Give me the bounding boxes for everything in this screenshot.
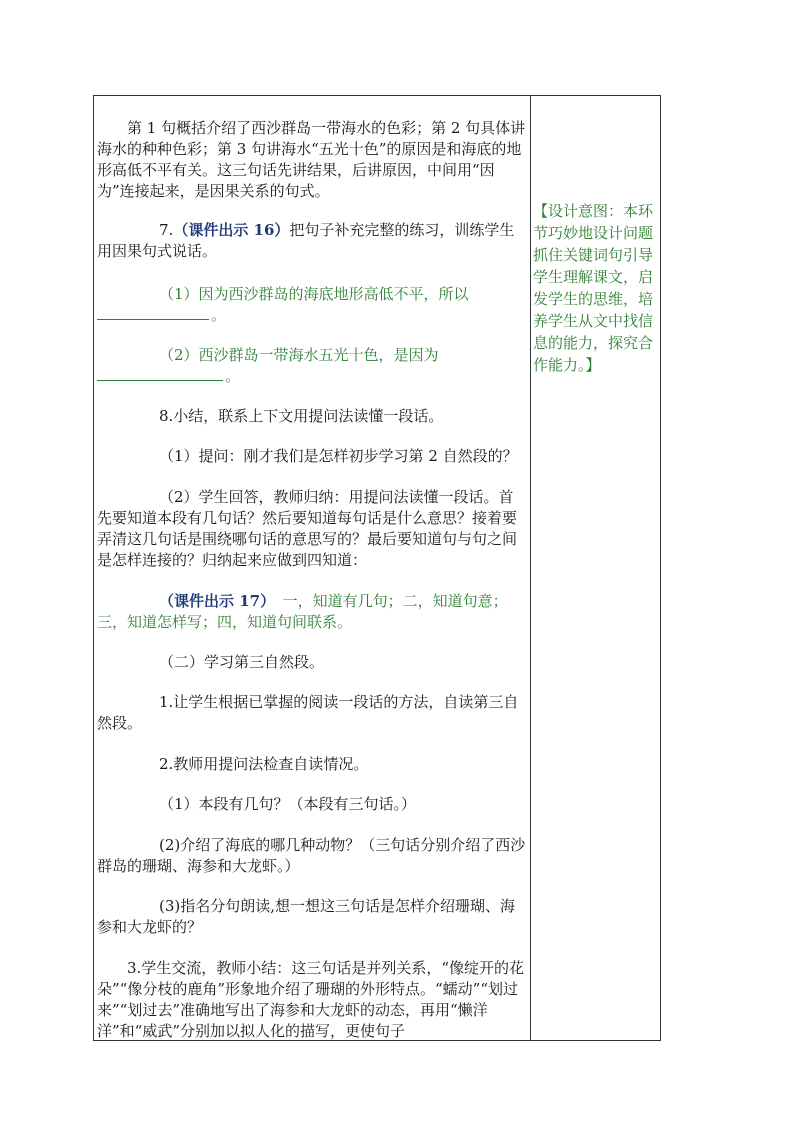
paragraph-read-aloud: (3)指名分句朗读,想一想这三句话是怎样介绍珊瑚、海参和大龙虾的？ <box>97 897 516 936</box>
step-7-text: 把句子补充完整的练习，训练学生用因果句式说话。 <box>97 221 515 260</box>
section-heading-paragraph-3: （二）学习第三自然段。 <box>159 653 325 671</box>
paragraph-question-animals: (2)介绍了海底的哪几种动物？（三句话分别介绍了西沙群岛的珊瑚、海参和大龙虾。） <box>97 836 526 875</box>
paragraph-self-read: 1.让学生根据已掌握的阅读一段话的方法，自读第三自然段。 <box>97 693 519 732</box>
exercise-1-blank <box>97 319 209 320</box>
paragraph-exchange-summary: 3.学生交流，教师小结：这三句话是并列关系，“像绽开的花朵”“像分枝的鹿角”形象地介绍了珊瑚的外形特点。“蠕动”“划过来”“划过去”准确地写出了海参和大龙虾的动态，再用“懒洋洋”和“威武”分别加以拟人化的描写，更使句子 <box>97 959 524 1040</box>
courseware-tag-16: （课件出示 16） <box>173 221 290 239</box>
exercise-2-blank <box>97 380 223 381</box>
design-intent-column <box>531 96 661 1040</box>
lesson-content-column <box>95 96 529 1040</box>
exercise-2-text: （2）西沙群岛一带海水五光十色，是因为 <box>159 346 439 364</box>
exercise-2 <box>97 345 527 387</box>
paragraph-question-1: （1）提问：刚才我们是怎样初步学习第 2 自然段的？ <box>159 447 518 465</box>
exercise-1-text: （1）因为西沙群岛的海底地形高低不平，所以 <box>159 285 469 303</box>
four-knows-text: 一，知道有几句；二，知道句意；三，知道怎样写；四，知道句间联系。 <box>97 592 508 631</box>
exercise-1-end: 。 <box>211 306 227 324</box>
lesson-table <box>93 95 661 1041</box>
paragraph-question-sentences: （1）本段有几句？（本段有三句话。） <box>159 795 417 813</box>
paragraph-four-knows <box>97 591 527 633</box>
paragraph-check: 2.教师用提问法检查自读情况。 <box>159 755 369 773</box>
paragraph-answer-summary: （2）学生回答，教师归纳：用提问法读懂一段话。首先要知道本段有几句话？然后要知道每句话是什么意思？接着要弄清这几句话是围绕哪句话的意思写的？最后要知道句与句之间是怎样连接的？归纳起来应做到四知道： <box>97 488 518 569</box>
courseware-tag-17: （课件出示 17） <box>159 592 268 610</box>
exercise-1 <box>97 284 527 326</box>
paragraph-step-8: 8.小结，联系上下文用提问法读懂一段话。 <box>159 407 444 425</box>
paragraph-sentence-analysis: 第 1 句概括介绍了西沙群岛一带海水的色彩；第 2 句具体讲海水的种种色彩；第 3 句讲海水“五光十色”的原因是和海底的地形高低不平有关。这三句话先讲结果，后讲原因，中间用“因为”连接起来，是因果关系的句式。 <box>97 119 526 200</box>
design-intent-note: 【设计意图：本环节巧妙地设计问题抓住关键词句引导学生理解课文，启发学生的思维，培养学生从文中找信息的能力，探究合作能力。】 <box>533 202 654 374</box>
exercise-2-end: 。 <box>225 367 241 385</box>
paragraph-step-7 <box>97 220 527 262</box>
step-number: 7. <box>159 221 174 239</box>
